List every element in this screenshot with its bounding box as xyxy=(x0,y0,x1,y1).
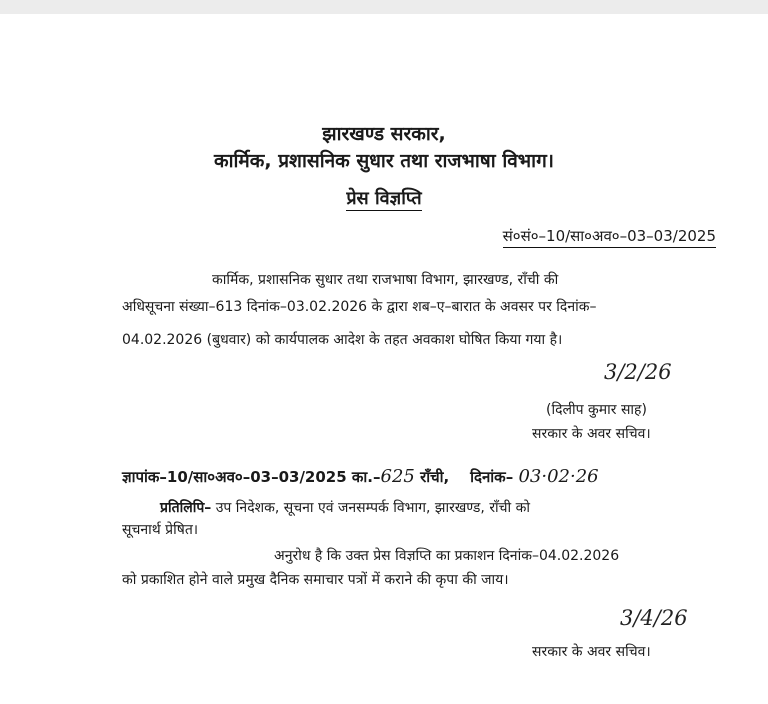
request-line-1: अनुरोध है कि उक्त प्रेस विज्ञप्ति का प्रकाशन दिनांक–04.02.2026 xyxy=(274,548,620,564)
memo-line xyxy=(122,466,599,487)
memo-handwritten-number: 625 xyxy=(380,466,415,487)
memo-place: राँची, xyxy=(414,468,450,486)
body-line-3: 04.02.2026 (बुधवार) को कार्यपालक आदेश के तहत अवकाश घोषित किया गया है। xyxy=(122,332,563,348)
body-line-2: अधिसूचना संख्या–613 दिनांक–03.02.2026 के द्वारा शब–ए–बारात के अवसर पर दिनांक– xyxy=(122,299,597,315)
top-band xyxy=(0,0,768,14)
request-line-2: को प्रकाशित होने वाले प्रमुख दैनिक समाचार पत्रों में कराने की कृपा की जाय। xyxy=(122,572,509,588)
title-text: प्रेस विज्ञप्ति xyxy=(346,188,422,209)
copy-line-1 xyxy=(160,498,530,517)
signatory-name: (दिलीप कुमार साह) xyxy=(546,402,647,418)
signatory-designation-2: सरकार के अवर सचिव। xyxy=(532,644,651,660)
copy-label: प्रतिलिपि– xyxy=(160,500,212,516)
signature-1: 3/2/26 xyxy=(604,360,672,384)
document-title xyxy=(0,186,768,210)
memo-date-label: दिनांक– xyxy=(470,468,514,486)
header-department: कार्मिक, प्रशासनिक सुधार तथा राजभाषा विभाग। xyxy=(214,150,554,172)
copy-line-2: सूचनार्थ प्रेषित। xyxy=(122,522,199,538)
document-page xyxy=(0,14,768,704)
header-government: झारखण्ड सरकार, xyxy=(322,123,446,145)
signature-2: 3/4/26 xyxy=(620,606,688,630)
copy-recipient: उप निदेशक, सूचना एवं जनसम्पर्क विभाग, झारखण्ड, राँची को xyxy=(211,500,531,516)
signatory-designation: सरकार के अवर सचिव। xyxy=(532,426,651,442)
body-line-1: कार्मिक, प्रशासनिक सुधार तथा राजभाषा विभाग, झारखण्ड, राँची की xyxy=(212,272,559,288)
memo-prefix: ज्ञापांक–10/सा०अव०–03–03/2025 का.– xyxy=(122,468,381,486)
reference-number: सं०सं०–10/सा०अव०–03–03/2025 xyxy=(503,226,716,248)
memo-handwritten-date: 03·02·26 xyxy=(518,466,599,487)
